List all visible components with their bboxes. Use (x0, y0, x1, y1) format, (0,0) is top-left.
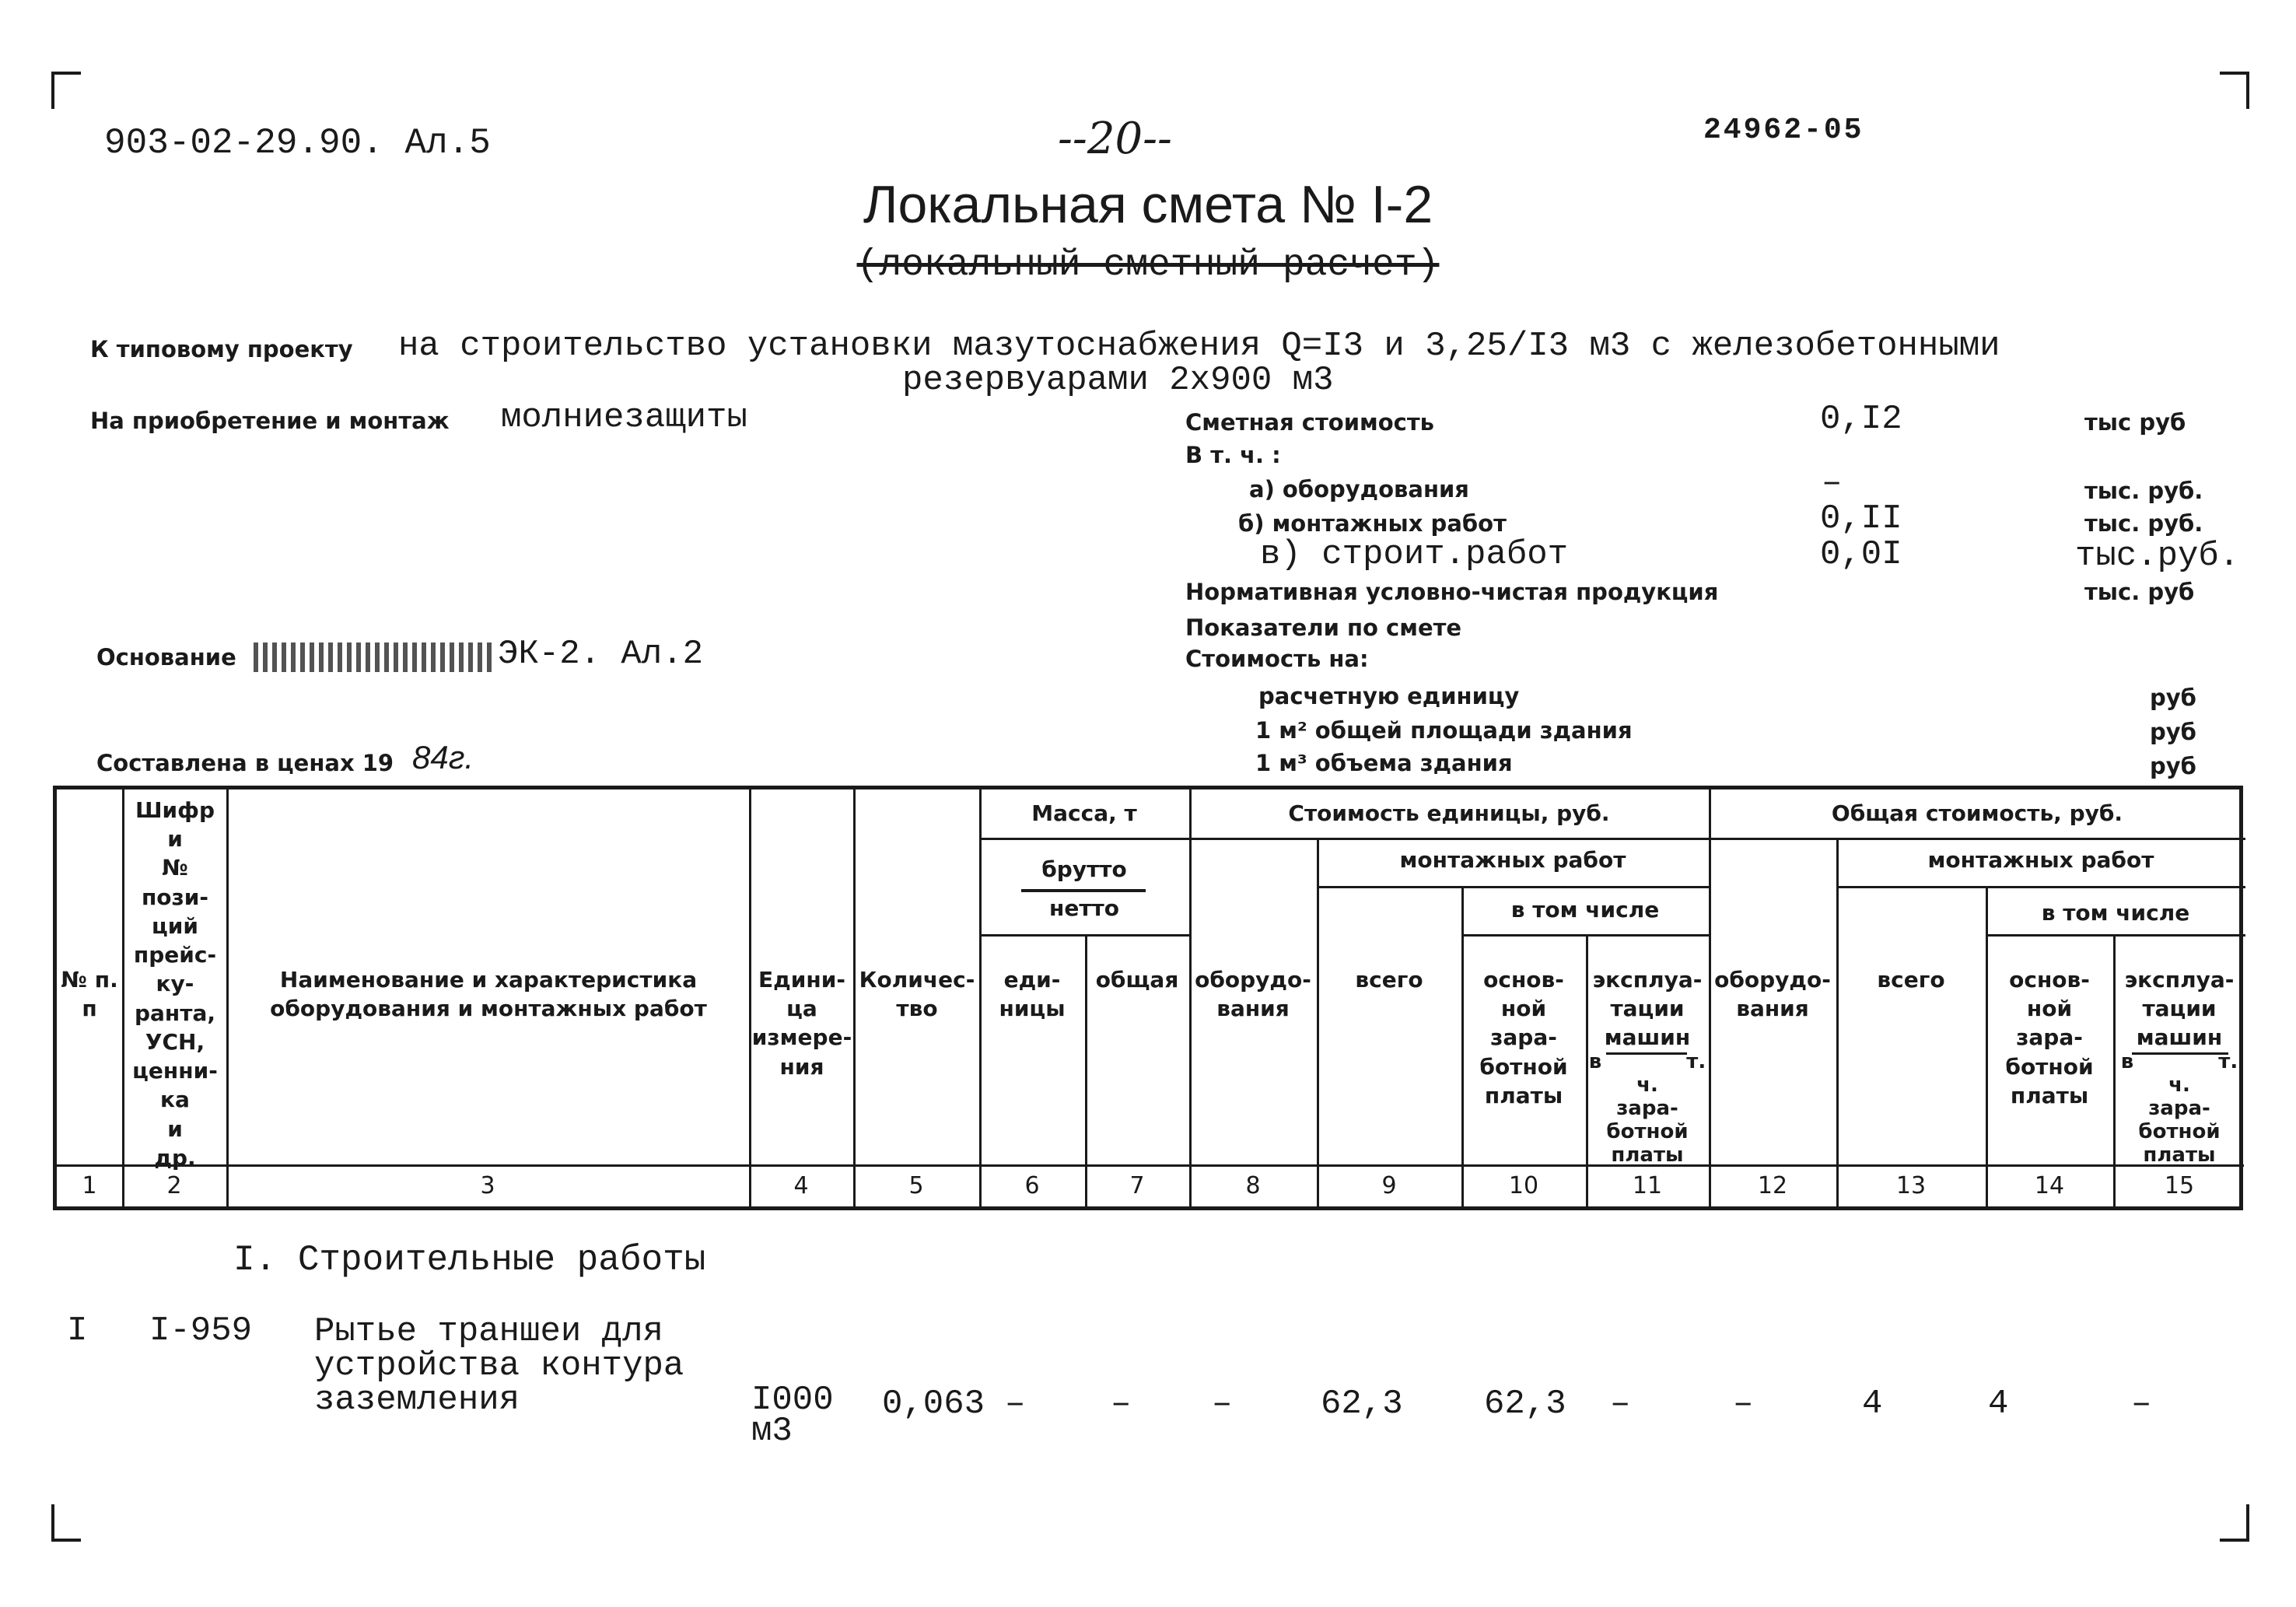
equipment-value: – (1822, 464, 1843, 502)
normative-label: Нормативная условно-чистая продукция (1185, 579, 1719, 605)
corner-mark-top-right (2220, 72, 2249, 109)
per-unit-label: расчетную единицу (1258, 683, 1520, 709)
per-unit-unit: руб (2150, 684, 2196, 711)
row-name: Рытье траншеи для устройства контура заземления (314, 1312, 684, 1420)
purchase-label: На приобретение и монтаж (90, 408, 450, 434)
document-title: Локальная смета № I-2 (863, 175, 1433, 234)
col-number: 13 (1895, 1172, 1927, 1199)
col-number: 1 (82, 1172, 97, 1199)
col-header-total-exploit: эксплуа- тации машин (2124, 967, 2235, 1051)
basis-label: Основание (96, 644, 236, 670)
corner-mark-top-left (51, 72, 81, 109)
equipment-unit: тыс. руб. (2084, 478, 2203, 504)
col-header-unit: Едини- ца измере- ния (751, 967, 852, 1080)
per-volume-label: 1 м³ объема здания (1255, 750, 1513, 776)
col-number: 12 (1757, 1172, 1788, 1199)
col-header-equipment-total: оборудо- вания (1714, 967, 1831, 1022)
purchase-value: молниезащиты (501, 398, 747, 437)
per-area-unit: руб (2150, 719, 2196, 745)
page-number: --20-- (1058, 114, 1172, 164)
row-unit: I000 м3 (751, 1381, 834, 1451)
col-header-basic: основ- ной зара- ботной платы (1479, 967, 1568, 1108)
corner-mark-bottom-right (2220, 1504, 2249, 1542)
col-header-equipment-unit: оборудо- вания (1195, 967, 1311, 1022)
project-text-line1: на строительство установки мазутоснабжения Q=I3 и 3,25/I3 м3 с железобетонными (398, 327, 2000, 366)
document-code: 903-02-29.90. Ал.5 (104, 123, 491, 163)
col-number: 7 (1129, 1172, 1145, 1199)
col-number: 9 (1381, 1172, 1397, 1199)
col-number: 5 (908, 1172, 924, 1199)
build-unit: тыс.руб. (2075, 537, 2240, 576)
struck-subtitle: (локальный сметный расчет) (856, 244, 1440, 286)
col-header-install-total: монтажных работ (1927, 847, 2154, 873)
row-total-exploit: – (2131, 1385, 2152, 1423)
row-no: I (67, 1311, 88, 1350)
row-install-all: 62,3 (1321, 1385, 1403, 1423)
col-header-total-basic: основ- ной зара- ботной платы (2005, 967, 2094, 1108)
install-value: 0,II (1820, 499, 1902, 538)
row-mass-unit: – (1005, 1385, 1026, 1423)
col-header-total-exploit-sub: в т. ч. зара- ботной платы (2120, 1050, 2238, 1167)
col-header-code: Шифр и № пози- ций прейс- ку- ранта, УСН, ценни- ка и др. (132, 797, 218, 1171)
section-title: I. Строительные работы (233, 1240, 706, 1280)
row-install-exploit: – (1610, 1385, 1631, 1423)
row-equipment-unit: – (1212, 1385, 1233, 1423)
basis-value: ЭК-2. Ал.2 (498, 635, 704, 674)
col-number: 3 (480, 1172, 495, 1199)
col-number: 11 (1632, 1172, 1663, 1199)
col-header-brutto: брутто (1041, 856, 1127, 882)
col-header-install-unit: монтажных работ (1399, 847, 1626, 873)
estimate-table-header (53, 786, 2243, 1210)
col-number: 2 (166, 1172, 182, 1199)
row-total-all: 4 (1862, 1385, 1883, 1423)
col-number: 14 (2034, 1172, 2065, 1199)
col-header-mass: Масса, т (1031, 800, 1137, 826)
struck-basis-mark (254, 642, 495, 672)
per-volume-unit: руб (2150, 753, 2196, 779)
row-mass-total: – (1111, 1385, 1132, 1423)
equipment-label: а) оборудования (1249, 476, 1469, 502)
col-number: 4 (793, 1172, 809, 1199)
project-text-line2: резервуарами 2х900 м3 (902, 361, 1334, 400)
install-label: б) монтажных работ (1238, 510, 1507, 537)
col-header-incl: в том числе (1510, 897, 1660, 923)
row-code: I-959 (149, 1311, 253, 1350)
normative-unit: тыс. руб (2084, 579, 2195, 605)
row-install-basic: 62,3 (1484, 1385, 1566, 1423)
col-header-name: Наименование и характеристика оборудования и монтажных работ (270, 967, 707, 1022)
total-cost-value: 0,I2 (1820, 400, 1902, 439)
build-label: в) строит.работ (1260, 535, 1569, 574)
corner-mark-bottom-left (51, 1504, 81, 1542)
col-header-total-cost: Общая стоимость, руб. (1831, 800, 2123, 826)
row-equipment-total: – (1733, 1385, 1754, 1423)
prices-year: 84г. (412, 739, 474, 775)
col-header-total-incl: в том числе (2041, 900, 2190, 926)
total-cost-label: Сметная стоимость (1185, 409, 1434, 436)
row-qty: 0,063 (882, 1385, 985, 1423)
row-total-basic: 4 (1988, 1385, 2009, 1423)
col-number: 15 (2164, 1172, 2195, 1199)
col-header-qty: Количес- тво (859, 967, 975, 1022)
col-header-netto: нетто (1048, 895, 1120, 921)
col-header-unit-cost: Стоимость единицы, руб. (1288, 800, 1610, 826)
col-number: 6 (1024, 1172, 1040, 1199)
col-header-exploit-sub: в т. ч. зара- ботной платы (1588, 1050, 1706, 1167)
col-number: 10 (1508, 1172, 1539, 1199)
col-header-mass-unit: еди- ницы (999, 967, 1066, 1022)
prices-label: Составлена в ценах 19 (96, 750, 394, 776)
incl-label: В т. ч. : (1185, 442, 1281, 468)
project-label: К типовому проекту (90, 336, 353, 362)
col-header-no: № п. п (61, 967, 118, 1022)
col-number: 8 (1245, 1172, 1261, 1199)
col-header-total-all: всего (1877, 967, 1945, 993)
total-cost-unit: тыс руб (2084, 409, 2186, 436)
install-unit: тыс. руб. (2084, 510, 2203, 537)
col-header-exploit: эксплуа- тации машин (1592, 967, 1703, 1051)
per-area-label: 1 м² общей площади здания (1255, 717, 1633, 744)
col-header-install-all: всего (1355, 967, 1423, 993)
cost-on-label: Стоимость на: (1185, 646, 1369, 672)
indicators-label: Показатели по смете (1185, 614, 1462, 641)
archive-number: 24962-05 (1703, 114, 1864, 147)
col-header-mass-total: общая (1095, 967, 1179, 993)
build-value: 0,0I (1820, 535, 1902, 574)
